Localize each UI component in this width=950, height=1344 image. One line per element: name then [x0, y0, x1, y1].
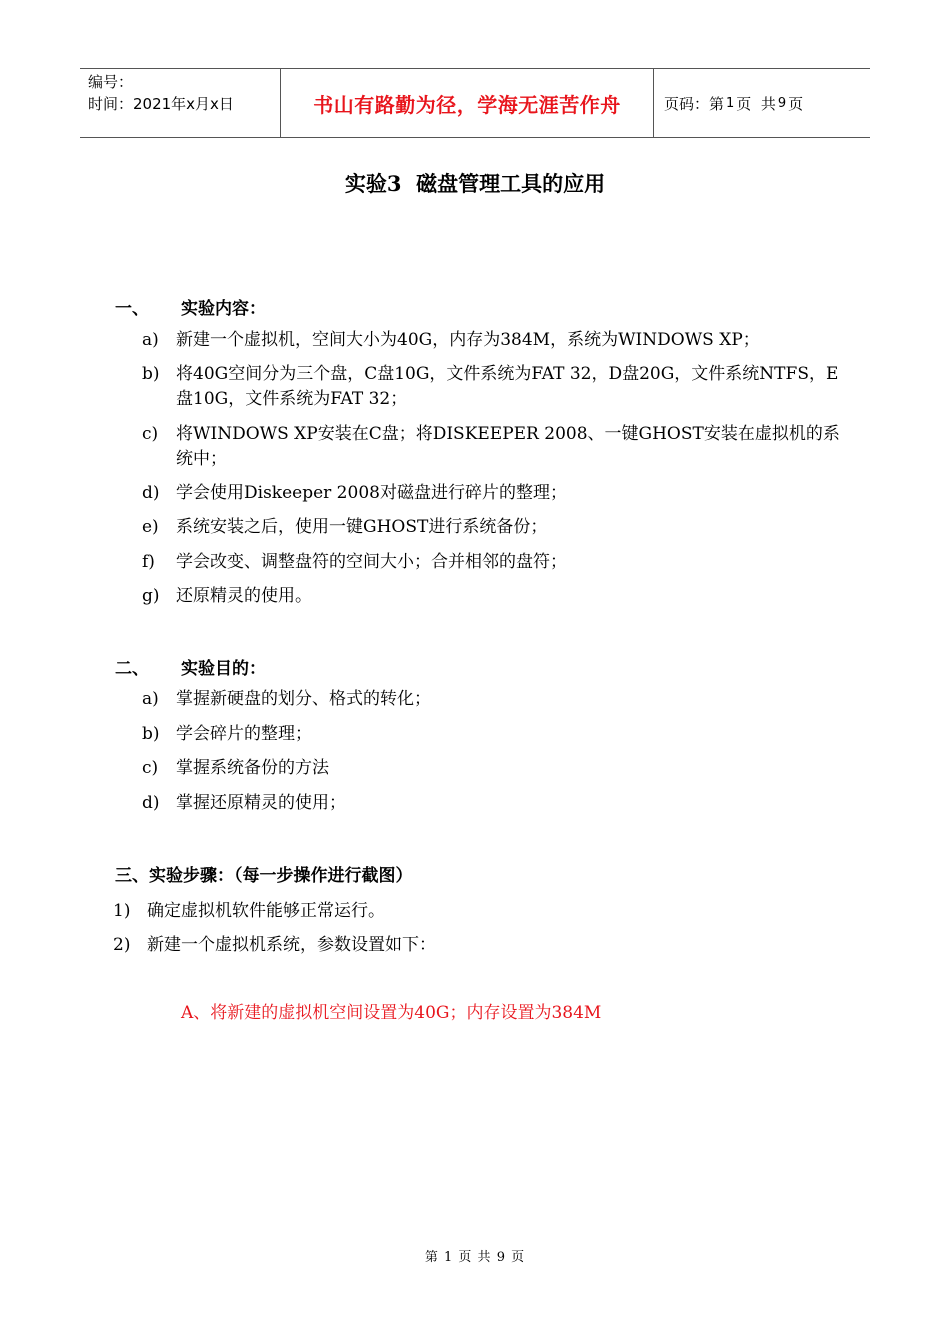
list-item — [142, 481, 842, 506]
section-2-title: 实验目的： — [181, 659, 266, 679]
item-marker: a) — [142, 689, 159, 709]
page-total: 9 — [777, 95, 787, 111]
item-text: 新建一个虚拟机，空间大小为40G，内存为384M，系统为WINDOWS XP； — [176, 330, 760, 350]
list-item — [142, 515, 842, 540]
list-item — [142, 791, 842, 816]
header-page-info — [654, 69, 870, 137]
step-marker: 1) — [113, 901, 131, 921]
list-item — [142, 687, 842, 712]
section-2-number: 二、 — [115, 659, 149, 679]
section-3-heading: 三、实验步骤：（每一步操作进行截图） — [115, 866, 413, 886]
item-marker: e) — [142, 517, 159, 537]
item-text: 学会使用Diskeeper 2008对磁盘进行碎片的整理； — [176, 483, 567, 503]
item-marker: g) — [142, 586, 160, 606]
list-item — [142, 362, 842, 412]
item-text: 掌握新硬盘的划分、格式的转化； — [176, 689, 431, 709]
step-text: 确定虚拟机软件能够正常运行。 — [147, 901, 385, 921]
page-mid: 页 共 — [736, 94, 776, 113]
document-title: 实验3 磁盘管理工具的应用 — [344, 171, 606, 196]
item-text: 学会改变、调整盘符的空间大小；合并相邻的盘符； — [176, 552, 567, 572]
item-marker: a) — [142, 330, 159, 350]
item-text: 还原精灵的使用。 — [176, 586, 312, 606]
section-1-title: 实验内容： — [181, 299, 266, 319]
list-item — [142, 584, 842, 609]
item-text: 将40G空间分为三个盘，C盘10G，文件系统为FAT 32，D盘20G，文件系统NTFS，E盘10G，文件系统为FAT 32； — [176, 364, 839, 409]
list-item — [142, 328, 842, 353]
list-item — [142, 756, 842, 781]
page-prefix: 页码：第 — [664, 94, 725, 113]
item-text: 学会碎片的整理； — [176, 724, 312, 744]
section-1-heading — [115, 294, 266, 319]
header-motto: 书山有路勤为径，学海无涯苦作舟 — [281, 69, 654, 137]
item-marker: d) — [142, 793, 160, 813]
header-meta — [80, 69, 281, 137]
number-label: 编号： — [88, 73, 134, 91]
item-marker: d) — [142, 483, 160, 503]
step-marker: 2) — [113, 935, 131, 955]
item-text: 掌握系统备份的方法 — [176, 758, 329, 778]
item-marker: b) — [142, 364, 160, 384]
item-text: 系统安装之后，使用一键GHOST进行系统备份； — [176, 517, 548, 537]
item-text: 将WINDOWS XP安装在C盘；将DISKEEPER 2008、一键GHOST安装在虚拟机的系统中； — [176, 424, 840, 469]
item-text: 掌握还原精灵的使用； — [176, 793, 346, 813]
list-item — [142, 550, 842, 575]
step-text: 新建一个虚拟机系统，参数设置如下： — [147, 935, 436, 955]
red-note: A、将新建的虚拟机空间设置为40G；内存设置为384M — [181, 1003, 602, 1023]
section-2-heading — [115, 654, 266, 679]
header-table — [80, 68, 870, 138]
step-item — [113, 896, 385, 921]
list-item — [142, 722, 842, 747]
item-marker: f) — [142, 552, 155, 572]
page-number: 1 — [726, 95, 735, 111]
page-footer: 第 1 页 共 9 页 — [424, 1250, 526, 1265]
time-label: 时间：2021年x月x日 — [88, 95, 234, 113]
item-marker: c) — [142, 424, 159, 444]
page-suffix: 页 — [788, 94, 804, 113]
section-1-number: 一、 — [115, 299, 149, 319]
item-marker: b) — [142, 724, 160, 744]
list-item — [142, 422, 842, 472]
step-item — [113, 930, 436, 955]
item-marker: c) — [142, 758, 159, 778]
